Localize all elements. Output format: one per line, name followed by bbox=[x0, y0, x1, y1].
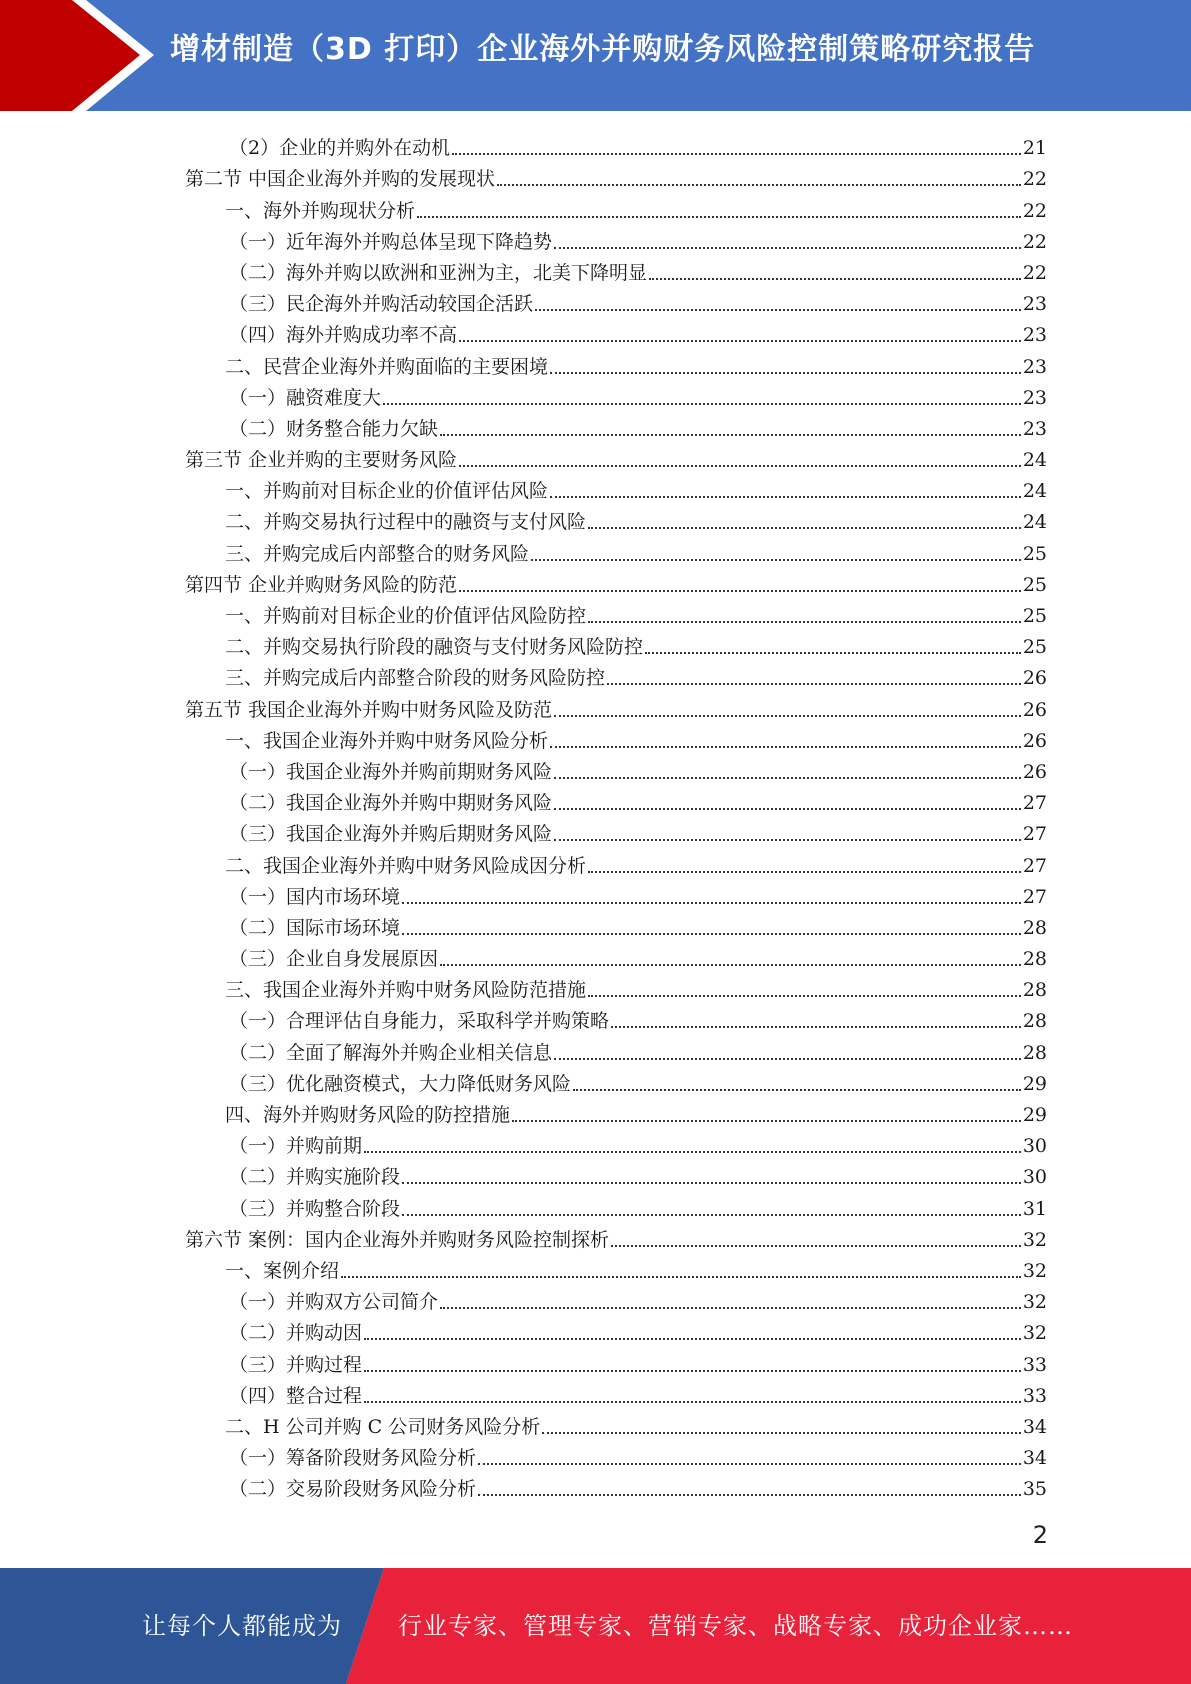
toc-entry-title: （二）交易阶段财务风险分析 bbox=[229, 1478, 477, 1501]
toc-entry-page: 32 bbox=[1022, 1322, 1047, 1345]
toc-entry-page: 23 bbox=[1022, 293, 1047, 316]
toc-entry-title: （二）海外并购以欧洲和亚洲为主，北美下降明显 bbox=[229, 261, 648, 284]
toc-entry[interactable] bbox=[185, 472, 1047, 503]
toc-dot-leader bbox=[554, 1058, 1021, 1060]
toc-entry-page: 34 bbox=[1022, 1415, 1047, 1438]
toc-entry-page: 27 bbox=[1022, 823, 1047, 846]
toc-dot-leader bbox=[402, 1182, 1021, 1184]
toc-entry-title: （二）并购实施阶段 bbox=[229, 1166, 401, 1189]
toc-entry-title: 二、并购交易执行过程中的融资与支付风险 bbox=[225, 511, 587, 534]
toc-dot-leader bbox=[402, 1214, 1021, 1216]
toc-dot-leader bbox=[542, 1432, 1021, 1434]
toc-entry-title: （一）我国企业海外并购前期财务风险 bbox=[229, 760, 553, 783]
toc-entry-title: （2）企业的并购外在动机 bbox=[229, 137, 451, 160]
toc-entry-page: 24 bbox=[1022, 480, 1047, 503]
toc-dot-leader bbox=[554, 777, 1021, 779]
toc-entry[interactable] bbox=[185, 1189, 1047, 1220]
toc-entry-title: 二、H 公司并购 C 公司财务风险分析 bbox=[225, 1415, 541, 1438]
toc-dot-leader bbox=[611, 1026, 1021, 1028]
toc-dot-leader bbox=[440, 434, 1021, 436]
toc-entry[interactable] bbox=[185, 1408, 1047, 1439]
toc-entry[interactable] bbox=[185, 1377, 1047, 1408]
toc-entry-page: 33 bbox=[1022, 1384, 1047, 1407]
toc-entry-page: 27 bbox=[1022, 792, 1047, 815]
toc-entry[interactable] bbox=[185, 1439, 1047, 1470]
toc-entry-title: （三）民企海外并购活动较国企活跃 bbox=[229, 293, 534, 316]
toc-dot-leader bbox=[531, 559, 1021, 561]
toc-entry-title: 第六节 案例：国内企业海外并购财务风险控制探析 bbox=[185, 1228, 610, 1251]
toc-dot-leader bbox=[535, 309, 1021, 311]
toc-dot-leader bbox=[554, 715, 1021, 717]
toc-dot-leader bbox=[588, 995, 1021, 997]
toc-entry[interactable] bbox=[185, 1252, 1047, 1283]
toc-entry[interactable] bbox=[185, 441, 1047, 472]
toc-entry-title: （一）国内市场环境 bbox=[229, 885, 401, 908]
toc-dot-leader bbox=[645, 652, 1021, 654]
toc-entry[interactable] bbox=[185, 160, 1047, 191]
toc-dot-leader bbox=[440, 964, 1021, 966]
toc-entry-page: 28 bbox=[1022, 948, 1047, 971]
toc-entry-page: 25 bbox=[1022, 605, 1047, 627]
toc-entry-title: （三）企业自身发展原因 bbox=[229, 948, 439, 971]
toc-entry-page: 28 bbox=[1022, 979, 1047, 1002]
toc-entry-title: （二）财务整合能力欠缺 bbox=[229, 417, 439, 440]
toc-entry-title: （三）优化融资模式，大力降低财务风险 bbox=[229, 1072, 572, 1095]
toc-entry[interactable] bbox=[185, 940, 1047, 971]
toc-dot-leader bbox=[364, 1151, 1021, 1153]
toc-entry[interactable] bbox=[185, 628, 1047, 659]
toc-entry[interactable] bbox=[185, 1283, 1047, 1314]
toc-entry-title: （三）并购过程 bbox=[229, 1353, 363, 1376]
toc-dot-leader bbox=[554, 808, 1021, 810]
toc-entry-page: 24 bbox=[1022, 511, 1047, 534]
toc-entry-title: 一、并购前对目标企业的价值评估风险 bbox=[225, 480, 549, 503]
toc-entry-page: 31 bbox=[1022, 1197, 1047, 1220]
toc-entry-page: 23 bbox=[1022, 386, 1047, 409]
toc-entry-title: 三、并购完成后内部整合阶段的财务风险防控 bbox=[225, 667, 606, 690]
toc-entry-title: 第五节 我国企业海外并购中财务风险及防范 bbox=[185, 698, 553, 721]
toc-entry-page: 25 bbox=[1022, 573, 1047, 596]
toc-dot-leader bbox=[607, 683, 1021, 685]
toc-entry[interactable] bbox=[185, 909, 1047, 940]
toc-entry[interactable] bbox=[185, 1065, 1047, 1096]
toc-entry[interactable] bbox=[185, 784, 1047, 815]
toc-dot-leader bbox=[440, 1307, 1021, 1309]
toc-entry[interactable] bbox=[185, 285, 1047, 316]
toc-dot-leader bbox=[402, 902, 1021, 904]
toc-entry[interactable] bbox=[185, 1127, 1047, 1158]
toc-dot-leader bbox=[478, 1494, 1021, 1496]
toc-entry-title: （一）并购前期 bbox=[229, 1135, 363, 1158]
toc-dot-leader bbox=[364, 1401, 1021, 1403]
toc-entry-title: （三）我国企业海外并购后期财务风险 bbox=[229, 823, 553, 846]
toc-entry[interactable] bbox=[185, 191, 1047, 222]
toc-entry[interactable] bbox=[185, 878, 1047, 909]
table-of-contents bbox=[185, 129, 1047, 1501]
toc-entry-page: 24 bbox=[1022, 449, 1047, 472]
toc-entry-title: （二）我国企业海外并购中期财务风险 bbox=[229, 792, 553, 815]
toc-dot-leader bbox=[554, 247, 1021, 249]
toc-dot-leader bbox=[497, 184, 1021, 186]
toc-entry[interactable] bbox=[185, 347, 1047, 378]
toc-entry-title: （四）整合过程 bbox=[229, 1384, 363, 1407]
toc-entry-page: 34 bbox=[1022, 1447, 1047, 1470]
toc-dot-leader bbox=[588, 871, 1021, 873]
toc-entry[interactable] bbox=[185, 753, 1047, 784]
footer-slogan-left: 让每个人都能成为 bbox=[142, 1612, 342, 1640]
toc-entry-title: 二、我国企业海外并购中财务风险成因分析 bbox=[225, 854, 587, 877]
toc-entry[interactable] bbox=[185, 1158, 1047, 1189]
toc-entry-page: 30 bbox=[1022, 1135, 1047, 1158]
toc-entry-title: 四、海外并购财务风险的防控措施 bbox=[225, 1104, 511, 1126]
toc-entry[interactable] bbox=[185, 1096, 1047, 1127]
toc-entry-title: （三）并购整合阶段 bbox=[229, 1197, 401, 1220]
toc-entry[interactable] bbox=[185, 410, 1047, 441]
toc-entry-page: 22 bbox=[1022, 230, 1047, 253]
toc-entry-title: 第三节 企业并购的主要财务风险 bbox=[185, 449, 458, 472]
toc-entry-page: 29 bbox=[1022, 1072, 1047, 1095]
toc-dot-leader bbox=[550, 746, 1021, 748]
toc-entry-title: （二）并购动因 bbox=[229, 1322, 363, 1345]
toc-entry[interactable] bbox=[185, 316, 1047, 347]
toc-entry-title: （一）并购双方公司简介 bbox=[229, 1291, 439, 1314]
page-header bbox=[0, 0, 1191, 111]
toc-entry-title: （二）国际市场环境 bbox=[229, 916, 401, 939]
toc-entry-page: 27 bbox=[1022, 854, 1047, 877]
toc-entry-title: 二、民营企业海外并购面临的主要困境 bbox=[225, 355, 549, 378]
toc-entry-page: 23 bbox=[1022, 417, 1047, 440]
toc-dot-leader bbox=[554, 839, 1021, 841]
toc-entry-title: （一）融资难度大 bbox=[229, 386, 382, 409]
toc-entry[interactable] bbox=[185, 503, 1047, 534]
footer-slogan-right: 行业专家、管理专家、营销专家、战略专家、成功企业家…… bbox=[398, 1612, 1073, 1640]
toc-dot-leader bbox=[478, 1463, 1021, 1465]
toc-entry[interactable] bbox=[185, 1345, 1047, 1376]
toc-entry-title: 三、我国企业海外并购中财务风险防范措施 bbox=[225, 979, 587, 1002]
toc-dot-leader bbox=[588, 527, 1021, 529]
page-footer bbox=[0, 1568, 1191, 1684]
toc-dot-leader bbox=[364, 1338, 1021, 1340]
toc-dot-leader bbox=[550, 372, 1021, 374]
toc-entry-page: 22 bbox=[1022, 168, 1047, 191]
toc-entry-page: 29 bbox=[1022, 1104, 1047, 1126]
toc-entry-title: 第二节 中国企业海外并购的发展现状 bbox=[185, 168, 496, 191]
page-number: 2 bbox=[1032, 1521, 1048, 1549]
toc-entry-page: 27 bbox=[1022, 885, 1047, 908]
toc-entry-page: 21 bbox=[1022, 137, 1047, 160]
toc-entry-title: （四）海外并购成功率不高 bbox=[229, 324, 458, 347]
toc-entry-page: 32 bbox=[1022, 1291, 1047, 1314]
toc-dot-leader bbox=[417, 216, 1021, 218]
toc-entry[interactable] bbox=[185, 1221, 1047, 1252]
toc-entry[interactable] bbox=[185, 690, 1047, 721]
toc-entry-page: 30 bbox=[1022, 1166, 1047, 1189]
toc-dot-leader bbox=[459, 340, 1021, 342]
toc-entry[interactable] bbox=[185, 534, 1047, 565]
toc-entry-page: 28 bbox=[1022, 1010, 1047, 1033]
toc-entry-page: 26 bbox=[1022, 667, 1047, 690]
toc-entry-page: 33 bbox=[1022, 1353, 1047, 1376]
toc-entry-page: 32 bbox=[1022, 1259, 1047, 1282]
toc-entry[interactable] bbox=[185, 379, 1047, 410]
toc-dot-leader bbox=[383, 403, 1021, 405]
toc-dot-leader bbox=[588, 621, 1021, 623]
toc-entry-title: 第四节 企业并购财务风险的防范 bbox=[185, 573, 458, 596]
toc-entry-page: 35 bbox=[1022, 1478, 1047, 1501]
toc-entry-title: 一、并购前对目标企业的价值评估风险防控 bbox=[225, 605, 587, 627]
toc-entry-page: 28 bbox=[1022, 916, 1047, 939]
toc-dot-leader bbox=[341, 1276, 1021, 1278]
toc-entry-title: 一、海外并购现状分析 bbox=[225, 199, 416, 222]
toc-entry[interactable] bbox=[185, 846, 1047, 877]
toc-dot-leader bbox=[459, 590, 1021, 592]
toc-entry[interactable] bbox=[185, 1002, 1047, 1033]
toc-entry-page: 22 bbox=[1022, 261, 1047, 284]
toc-entry[interactable] bbox=[185, 254, 1047, 285]
toc-entry-title: （一）近年海外并购总体呈现下降趋势 bbox=[229, 230, 553, 253]
toc-entry-page: 28 bbox=[1022, 1041, 1047, 1064]
toc-dot-leader bbox=[364, 1370, 1021, 1372]
toc-entry[interactable] bbox=[185, 1470, 1047, 1501]
toc-entry-page: 25 bbox=[1022, 542, 1047, 565]
toc-entry-title: 三、并购完成后内部整合的财务风险 bbox=[225, 542, 530, 565]
toc-entry[interactable] bbox=[185, 566, 1047, 597]
toc-entry-title: （一）合理评估自身能力，采取科学并购策略 bbox=[229, 1010, 610, 1033]
toc-dot-leader bbox=[550, 496, 1021, 498]
toc-entry[interactable] bbox=[185, 659, 1047, 690]
toc-entry-title: 一、我国企业海外并购中财务风险分析 bbox=[225, 729, 549, 752]
toc-entry-page: 23 bbox=[1022, 355, 1047, 378]
toc-entry-page: 26 bbox=[1022, 698, 1047, 721]
toc-dot-leader bbox=[512, 1120, 1021, 1122]
toc-entry[interactable] bbox=[185, 597, 1047, 628]
toc-entry-page: 22 bbox=[1022, 199, 1047, 222]
toc-dot-leader bbox=[573, 1089, 1021, 1091]
toc-entry-title: （一）筹备阶段财务风险分析 bbox=[229, 1447, 477, 1470]
toc-entry-title: 二、并购交易执行阶段的融资与支付财务风险防控 bbox=[225, 636, 644, 659]
toc-entry-page: 26 bbox=[1022, 729, 1047, 752]
report-title: 增材制造（3D 打印）企业海外并购财务风险控制策略研究报告 bbox=[170, 32, 1036, 67]
toc-entry[interactable] bbox=[185, 1033, 1047, 1064]
toc-entry[interactable] bbox=[185, 971, 1047, 1002]
toc-dot-leader bbox=[452, 153, 1021, 155]
toc-dot-leader bbox=[649, 278, 1021, 280]
toc-entry[interactable] bbox=[185, 129, 1047, 160]
toc-entry-page: 26 bbox=[1022, 760, 1047, 783]
toc-entry[interactable] bbox=[185, 722, 1047, 753]
toc-entry-page: 32 bbox=[1022, 1228, 1047, 1251]
toc-dot-leader bbox=[402, 933, 1021, 935]
toc-dot-leader bbox=[611, 1245, 1021, 1247]
toc-entry-page: 25 bbox=[1022, 636, 1047, 659]
toc-entry[interactable] bbox=[185, 1314, 1047, 1345]
toc-entry-title: 一、案例介绍 bbox=[225, 1259, 340, 1282]
toc-entry-page: 23 bbox=[1022, 324, 1047, 347]
toc-entry[interactable] bbox=[185, 223, 1047, 254]
toc-entry[interactable] bbox=[185, 815, 1047, 846]
toc-dot-leader bbox=[459, 465, 1021, 467]
toc-entry-title: （二）全面了解海外并购企业相关信息 bbox=[229, 1041, 553, 1064]
